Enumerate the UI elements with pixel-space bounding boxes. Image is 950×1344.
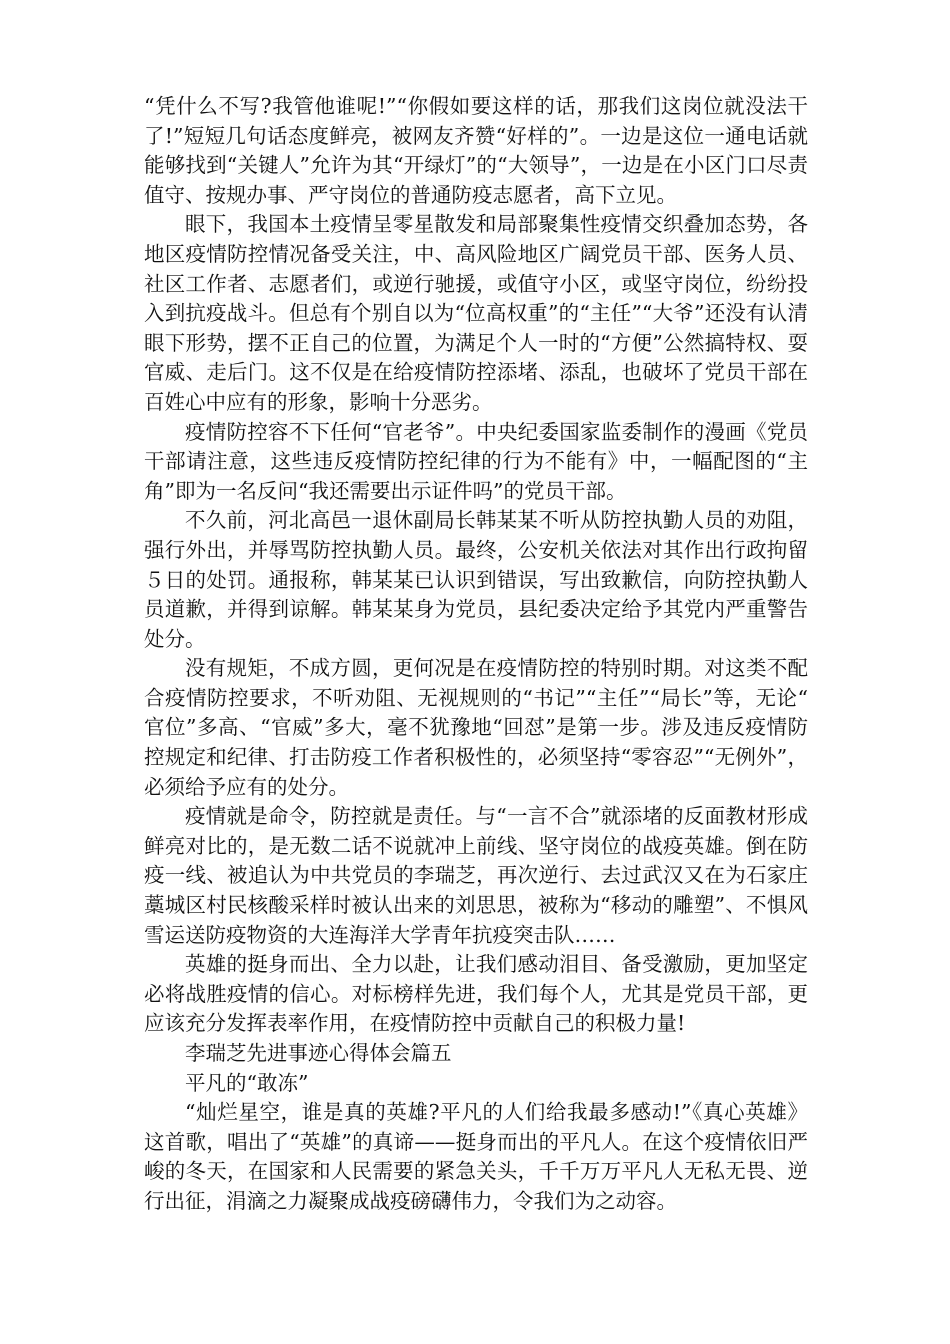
section-title: 李瑞芝先进事迹心得体会篇五 bbox=[185, 1041, 452, 1065]
article-title: 平凡的“敢冻” bbox=[185, 1070, 309, 1095]
paragraph-7: 英雄的挺身而出、全力以赴，让我们感动泪目、备受激励，更加坚定必将战胜疫情的信心。对标榜样先进，我们每个人，尤其是党员干部，更应该充分发挥表率作用，在疫情防控中贡献自己的积极力量! bbox=[144, 952, 808, 1036]
paragraph-final: “灿烂星空，谁是真的英雄?平凡的人们给我最多感动!”《真心英雄》这首歌，唱出了“英雄”的真谛——挺身而出的平凡人。在这个疫情依旧严峻的冬天，在国家和人民需要的紧急关头，千千万万平凡人无私无畏、逆行出征，涓滴之力凝聚成战疫磅礴伟力，令我们为之动容。 bbox=[144, 1100, 808, 1213]
paragraph-5: 没有规矩，不成方圆，更何况是在疫情防控的特别时期。对这类不配合疫情防控要求，不听劝阻、无视规则的“书记”“主任”“局长”等，无论“官位”多高、“官威”多大，毫不犹豫地“回怼”是第一步。涉及违反疫情防控规定和纪律、打击防疫工作者积极性的，必须坚持“零容忍”“无例外”，必须给予应有的处分。 bbox=[144, 656, 808, 799]
document-page bbox=[144, 92, 808, 1217]
paragraph-1: “凭什么不写?我管他谁呢!”“你假如要这样的话，那我们这岗位就没法干了!”短短几句话态度鲜亮，被网友齐赞“好样的”。一边是这位一通电话就能够找到“关键人”允许为其“开绿灯”的“大领导”，一边是在小区门口尽责值守、按规办事、严守岗位的普通防疫志愿者，高下立见。 bbox=[144, 94, 808, 207]
paragraph-4: 不久前，河北高邑一退休副局长韩某某不听从防控执勤人员的劝阻，强行外出，并辱骂防控执勤人员。最终，公安机关依法对其作出行政拘留５日的处罚。通报称，韩某某已认识到错误，写出致歉信，向防控执勤人员道歉，并得到谅解。韩某某身为党员，县纪委决定给予其党内严重警告处分。 bbox=[144, 508, 808, 651]
paragraph-6: 疫情就是命令，防控就是责任。与“一言不合”就添堵的反面教材形成鲜亮对比的，是无数二话不说就冲上前线、坚守岗位的战疫英雄。倒在防疫一线、被追认为中共党员的李瑞芝，再次逆行、去过武汉又在为石家庄藁城区村民核酸采样时被认出来的刘思思，被称为“移动的雕塑”、不惧风雪运送防疫物资的大连海洋大学青年抗疫突击队…… bbox=[144, 804, 808, 947]
paragraph-2: 眼下，我国本土疫情呈零星散发和局部聚集性疫情交织叠加态势，各地区疫情防控情况备受关注，中、高风险地区广阔党员干部、医务人员、社区工作者、志愿者们，或逆行驰援，或值守小区，或坚守岗位，纷纷投入到抗疫战斗。但总有个别自以为“位高权重”的“主任”“大爷”还没有认清眼下形势，摆不正自己的位置，为满足个人一时的“方便”公然搞特权、耍官威、走后门。这不仅是在给疫情防控添堵、添乱，也破坏了党员干部在百姓心中应有的形象，影响十分恶劣。 bbox=[144, 212, 808, 414]
paragraph-3: 疫情防控容不下任何“官老爷”。中央纪委国家监委制作的漫画《党员干部请注意，这些违反疫情防控纪律的行为不能有》中，一幅配图的“主角”即为一名反问“我还需要出示证件吗”的党员干部。 bbox=[144, 419, 808, 503]
